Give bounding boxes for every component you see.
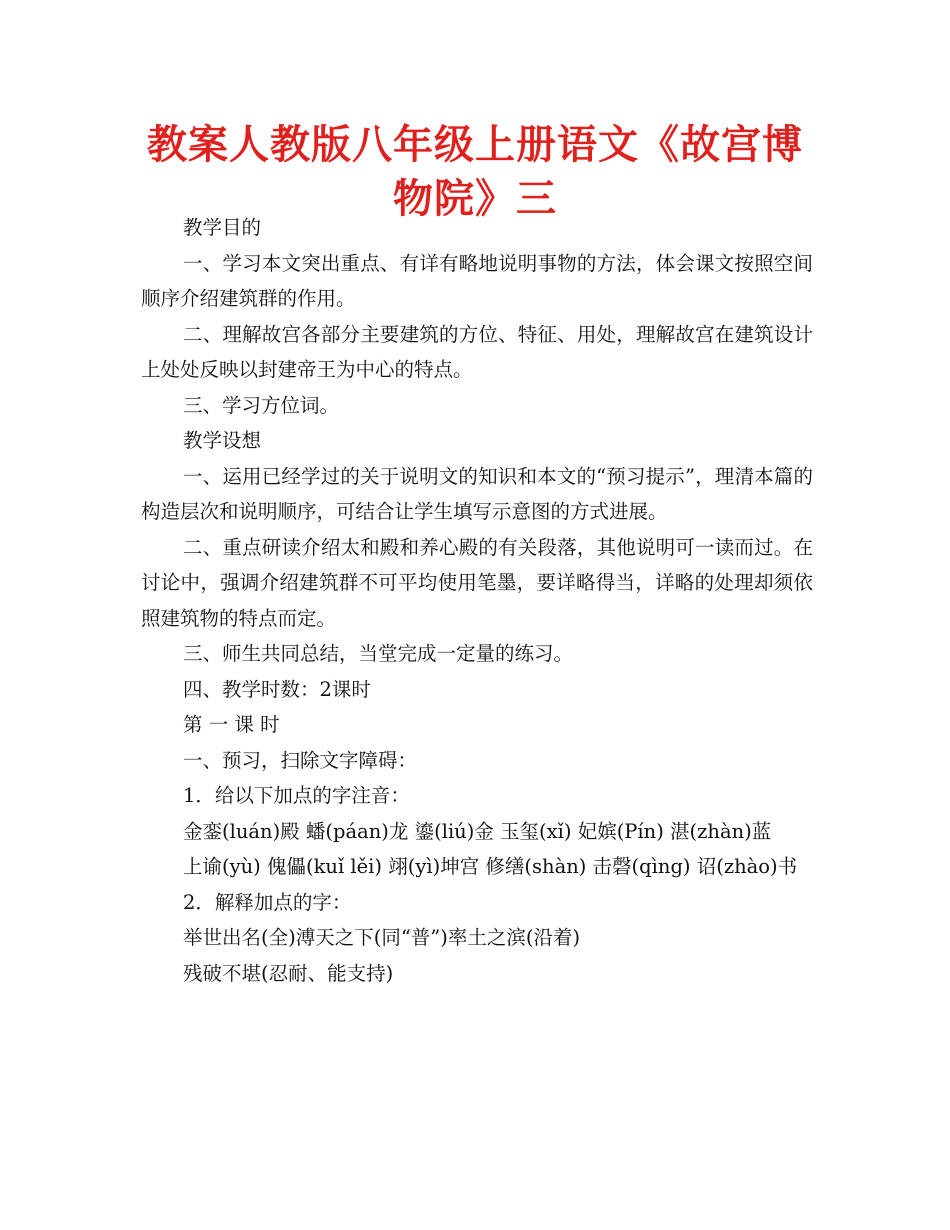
pinyin-line-1: 金銮(luán)殿 蟠(páan)龙 鎏(liú)金 玉玺(xǐ) 妃嫔(Pín) 湛(zhàn)蓝 (183, 819, 772, 843)
goal-item-3: 三、学习方位词。 (183, 393, 340, 417)
document-title: 教案人教版八年级上册语文《故宫博物院》三 (147, 122, 803, 222)
goal-item-1: 一、学习本文突出重点、有详有略地说明事物的方法，体会课文按照空间顺序介绍建筑群的作用。 (141, 251, 813, 310)
heading-teaching-plan: 教学设想 (183, 429, 262, 452)
plan-item-4: 四、教学时数：2课时 (183, 677, 371, 701)
goal-item-2: 二、理解故宫各部分主要建筑的方位、特征、用处，理解故宫在建筑设计上处处反映以封建帝王为中心的特点。 (141, 322, 813, 381)
heading-teaching-goals: 教学目的 (183, 216, 262, 239)
plan-item-3: 三、师生共同总结，当堂完成一定量的练习。 (183, 642, 574, 665)
heading-first-lesson: 第 一 课 时 (183, 713, 280, 736)
plan-item-2: 二、重点研读介绍太和殿和养心殿的有关段落，其他说明可一读而过。在讨论中，强调介绍建筑群不可平均使用笔墨，要详略得当，详略的处理却须依照建筑物的特点而定。 (141, 535, 813, 630)
exercise-2-title: 2．解释加点的字： (183, 890, 352, 914)
pinyin-line-2: 上谕(yù) 傀儡(kuǐ lěi) 翊(yì)坤宫 修缮(shàn) 击磬(qìng) 诏(zhào)书 (183, 855, 798, 878)
exercise-1-title: 1．给以下加点的字注音： (183, 784, 410, 807)
document-body (141, 210, 813, 991)
definition-line-2: 残破不堪(忍耐、能支持) (183, 961, 394, 985)
plan-item-1: 一、运用已经学过的关于说明文的知识和本文的“预习提示”，理清本篇的构造层次和说明顺序，可结合让学生填写示意图的方式进展。 (141, 464, 813, 523)
definition-line-1: 举世出名(全)溥天之下(同“普”)率土之滨(沿着) (183, 926, 581, 949)
lesson-step-1: 一、预习，扫除文字障碍： (183, 748, 418, 772)
